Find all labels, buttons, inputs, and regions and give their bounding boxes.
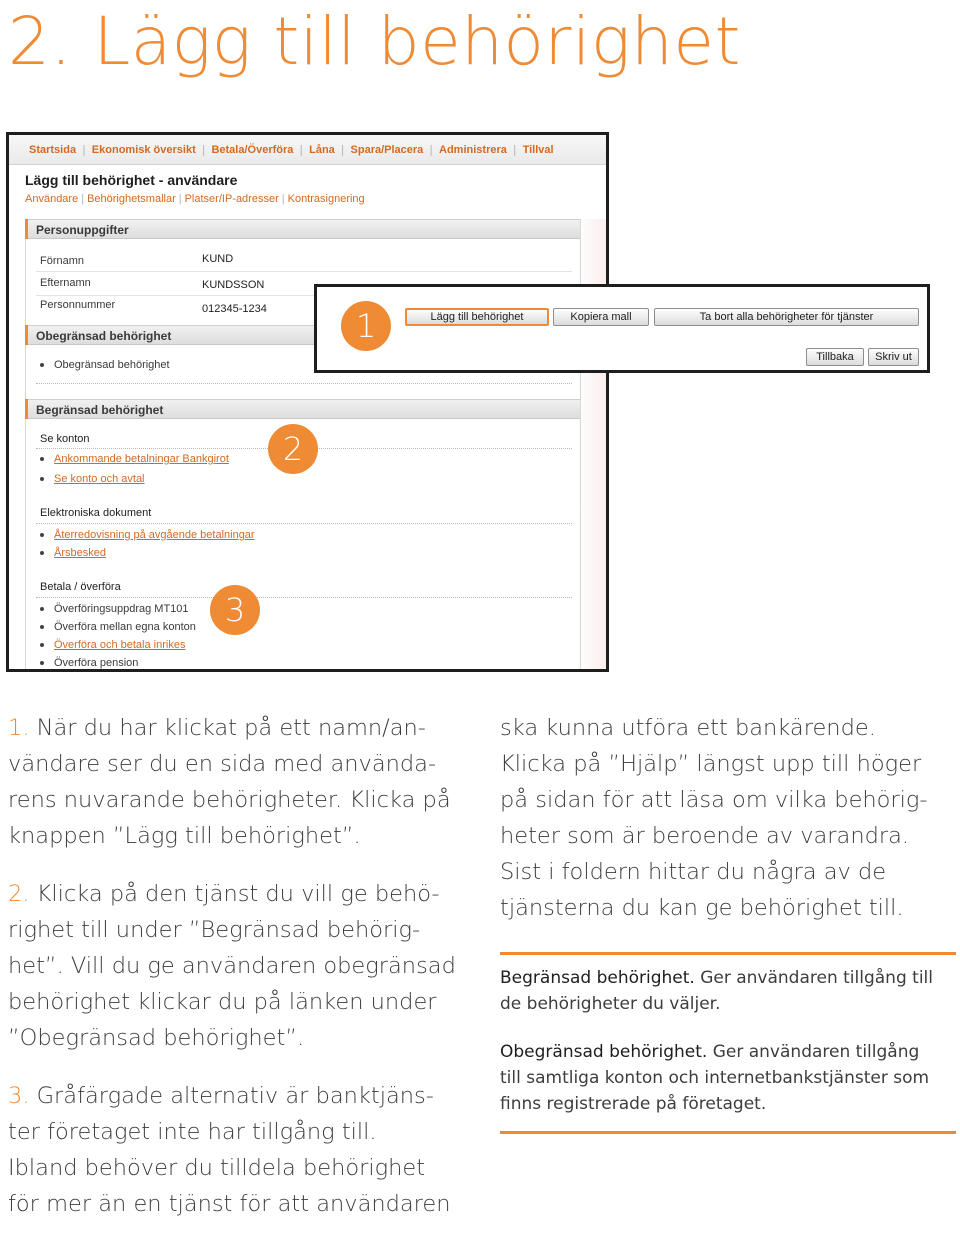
nav-ekonomisk-oversikt[interactable]: Ekonomisk översikt bbox=[91, 143, 196, 156]
unlimited-permission-link[interactable] bbox=[40, 359, 170, 371]
dotted-divider bbox=[36, 523, 572, 524]
bullet-dot bbox=[40, 625, 44, 629]
step-1-line: rens nuvarande behörigheter. Klicka på bbox=[8, 787, 451, 813]
service-label: Överföra mellan egna konton bbox=[54, 621, 196, 633]
service-label: Överföra och betala inrikes bbox=[54, 639, 186, 651]
service-item[interactable] bbox=[40, 473, 145, 485]
service-item-disabled bbox=[40, 603, 189, 615]
step-2-text bbox=[8, 876, 478, 1056]
service-label: Återredovisning på avgående betalningar bbox=[54, 529, 255, 541]
step-3-number: 3. bbox=[8, 1083, 30, 1109]
top-navigation bbox=[9, 135, 606, 165]
step-1-number: 1. bbox=[8, 715, 30, 741]
service-item-disabled bbox=[40, 621, 196, 633]
subnav-separator: | bbox=[281, 193, 285, 205]
nav-separator: | bbox=[340, 143, 345, 156]
unlimited-permission-label: Obegränsad behörighet bbox=[54, 359, 170, 371]
step-3-line: Gråfärgade alternativ är banktjäns- bbox=[36, 1083, 434, 1109]
service-label: Överföra pension bbox=[54, 657, 139, 669]
service-item[interactable] bbox=[40, 529, 255, 541]
subnav-anvandare[interactable]: Användare bbox=[25, 193, 79, 205]
service-item-disabled bbox=[40, 657, 138, 669]
step-1-line: vändare ser du en sida med använda- bbox=[8, 751, 437, 777]
field-value-fornamn: KUND bbox=[202, 253, 234, 265]
continuation-line: på sidan för att läsa om vilka behörig- bbox=[500, 787, 928, 813]
nav-lana[interactable]: Låna bbox=[309, 143, 335, 156]
field-label-fornamn: Förnamn bbox=[40, 255, 85, 267]
continuation-line: Sist i foldern hittar du några av de bbox=[500, 859, 887, 885]
nav-tillval[interactable]: Tillval bbox=[522, 143, 554, 156]
definition-line: Ger användaren tillgång till bbox=[700, 968, 933, 988]
subnav-separator: | bbox=[81, 193, 85, 205]
subnav-kontrasignering[interactable]: Kontrasignering bbox=[287, 193, 365, 205]
dotted-divider bbox=[36, 383, 572, 384]
step-2-number: 2. bbox=[8, 881, 30, 907]
definitions-box bbox=[500, 952, 956, 1134]
continuation-line: ska kunna utföra ett bankärende. bbox=[500, 715, 876, 741]
service-item[interactable] bbox=[40, 547, 106, 559]
section-obegransad: Obegränsad behörighet bbox=[26, 325, 580, 345]
group-elektroniska-dokument: Elektroniska dokument bbox=[40, 507, 152, 519]
nav-separator: | bbox=[201, 143, 206, 156]
bullet-dot bbox=[40, 551, 44, 555]
step-3-line: Ibland behöver du tilldela behörighet bbox=[8, 1155, 426, 1181]
service-label: Se konto och avtal bbox=[54, 473, 145, 485]
term-unlimited: Obegränsad behörighet. bbox=[500, 1042, 708, 1062]
bullet-dot bbox=[40, 477, 44, 481]
service-label: Överföringsuppdrag MT101 bbox=[54, 603, 189, 615]
subnav-platser-ip[interactable]: Platser/IP-adresser bbox=[184, 193, 279, 205]
continuation-line: heter som är beroende av varandra. bbox=[500, 823, 910, 849]
step-3-text bbox=[8, 1078, 478, 1222]
group-betala-overfora: Betala / överföra bbox=[40, 581, 121, 593]
group-se-konton: Se konton bbox=[40, 433, 90, 445]
step-2-line: behörighet klickar du på länken under bbox=[8, 989, 437, 1015]
bullet-dot bbox=[40, 457, 44, 461]
nav-spara-placera[interactable]: Spara/Placera bbox=[350, 143, 424, 156]
nav-separator: | bbox=[429, 143, 434, 156]
step-1-text bbox=[8, 710, 478, 854]
screen-title: Lägg till behörighet - användare bbox=[25, 172, 238, 188]
add-permission-button[interactable]: Lägg till behörighet bbox=[405, 308, 549, 326]
bank-screenshot bbox=[6, 132, 609, 672]
step-1-line: knappen ”Lägg till behörighet”. bbox=[8, 823, 361, 849]
nav-betala-overfora[interactable]: Betala/Överföra bbox=[211, 143, 294, 156]
nav-separator: | bbox=[299, 143, 304, 156]
step-3-line: ter företaget inte har tillgång till. bbox=[8, 1119, 377, 1145]
section-begransad: Begränsad behörighet bbox=[26, 399, 580, 419]
page-title: 2. Lägg till behörighet bbox=[8, 3, 741, 80]
print-button[interactable]: Skriv ut bbox=[868, 348, 919, 366]
service-item[interactable] bbox=[40, 639, 185, 651]
subnav-behorighetsmallar[interactable]: Behörighetsmallar bbox=[87, 193, 176, 205]
service-label: Ankommande betalningar Bankgirot bbox=[54, 453, 229, 465]
definition-line: finns registrerade på företaget. bbox=[500, 1094, 767, 1114]
step-badge-1: 1 bbox=[341, 301, 391, 351]
definition-limited bbox=[500, 965, 956, 1017]
field-value-efternamn: KUNDSSON bbox=[202, 279, 265, 291]
nav-administrera[interactable]: Administrera bbox=[439, 143, 507, 156]
definition-line: Ger användaren tillgång bbox=[712, 1042, 920, 1062]
step-badge-2: 2 bbox=[268, 424, 318, 474]
subnav-separator: | bbox=[178, 193, 182, 205]
nav-separator: | bbox=[512, 143, 517, 156]
section-personuppgifter: Personuppgifter bbox=[26, 219, 580, 239]
step-2-line: het”. Vill du ge användaren obegränsad bbox=[8, 953, 456, 979]
definition-unlimited bbox=[500, 1039, 956, 1117]
step-3-line: för mer än en tjänst för att användaren bbox=[8, 1191, 451, 1217]
field-divider bbox=[36, 271, 572, 272]
nav-startsida[interactable]: Startsida bbox=[29, 143, 77, 156]
field-label-personnummer: Personnummer bbox=[40, 299, 116, 311]
copy-template-button[interactable]: Kopiera mall bbox=[553, 308, 649, 326]
field-label-efternamn: Efternamn bbox=[40, 277, 91, 289]
definition-line: de behörigheter du väljer. bbox=[500, 994, 721, 1014]
instructions-left bbox=[8, 710, 478, 1244]
bullet-dot bbox=[40, 661, 44, 665]
service-item[interactable] bbox=[40, 453, 229, 465]
nav-separator: | bbox=[82, 143, 86, 156]
dotted-divider bbox=[36, 597, 572, 598]
continuation-line: tjänsterna du kan ge behörighet till. bbox=[500, 895, 904, 921]
step-1-line: När du har klickat på ett namn/an- bbox=[36, 715, 426, 741]
bullet-dot bbox=[40, 533, 44, 537]
continuation-line: Klicka på ”Hjälp” längst upp till höger bbox=[500, 751, 922, 777]
step-2-line: ”Obegränsad behörighet”. bbox=[8, 1025, 305, 1051]
instructions-right bbox=[500, 710, 956, 948]
term-limited: Begränsad behörighet. bbox=[500, 968, 695, 988]
bullet-dot bbox=[40, 607, 44, 611]
bullet-dot bbox=[40, 363, 44, 367]
step-2-line: righet till under ”Begränsad behörig- bbox=[8, 917, 421, 943]
sub-navigation bbox=[25, 193, 365, 205]
step-2-line: Klicka på den tjänst du vill ge behö- bbox=[36, 881, 440, 907]
field-value-personnummer: 012345-1234 bbox=[202, 303, 267, 315]
definition-line: till samtliga konton och internetbankstjänster som bbox=[500, 1068, 930, 1088]
step-badge-3: 3 bbox=[210, 585, 260, 635]
step-3-continuation bbox=[500, 710, 956, 926]
bullet-dot bbox=[40, 643, 44, 647]
remove-all-permissions-button[interactable]: Ta bort alla behörigheter för tjänster bbox=[654, 308, 919, 326]
back-button[interactable]: Tillbaka bbox=[806, 348, 864, 366]
service-label: Årsbesked bbox=[54, 547, 106, 559]
button-callout bbox=[314, 284, 930, 373]
